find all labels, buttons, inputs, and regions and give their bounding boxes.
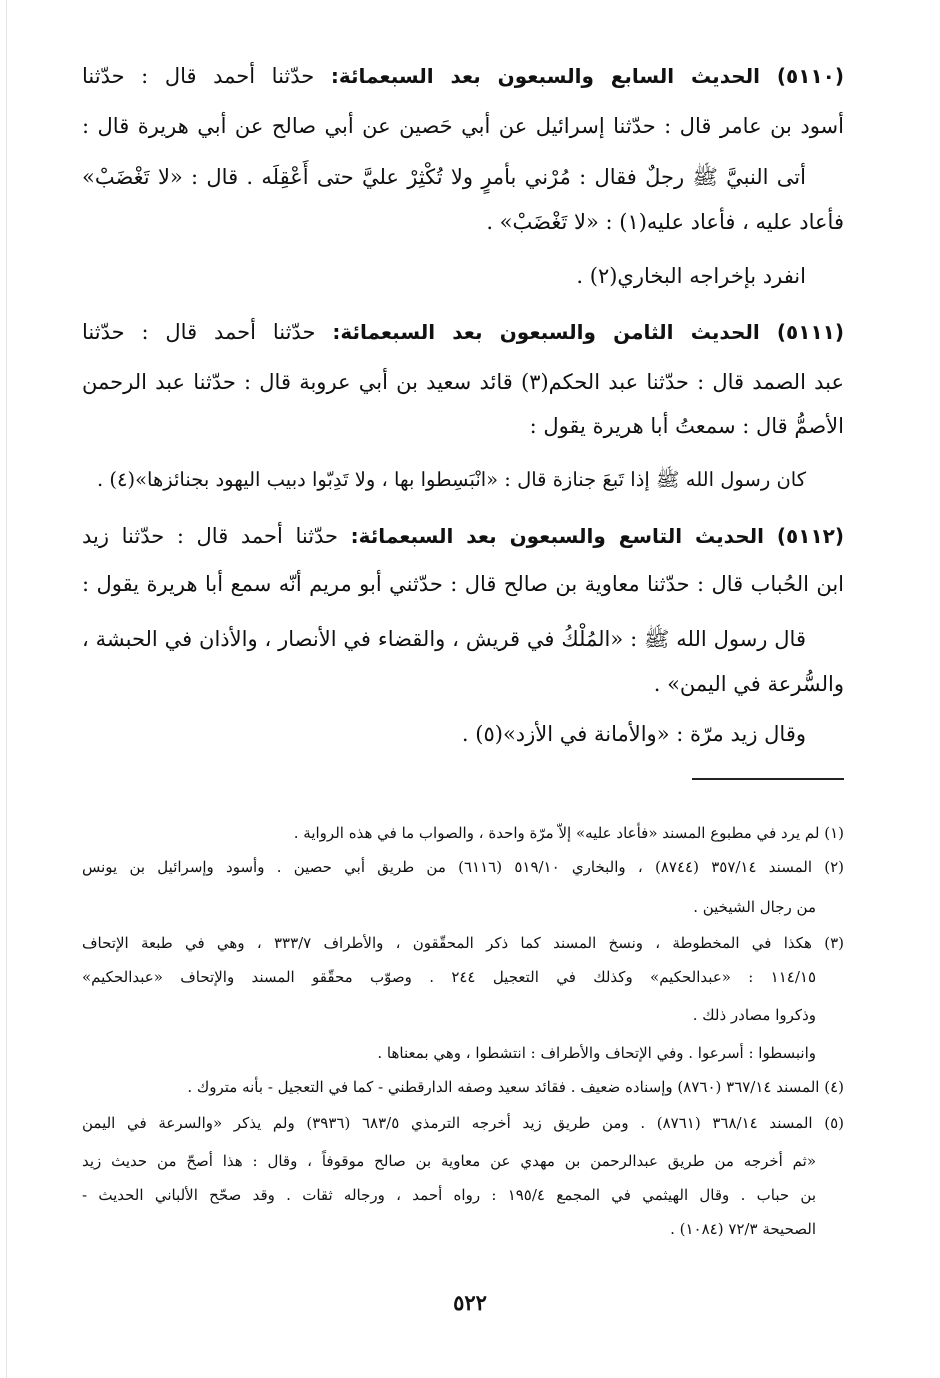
hadith-5112-line: والسُّرعة في اليمن» . [653,672,844,696]
footnote-5-continuation: «ثم أخرجه من طريق عبدالرحمن بن مهدي عن معاوية بن صالح موقوفاً ، وقال : هذا أصحّ من حديث زيد [82,1152,816,1170]
hadith-5112-line: قال رسول الله ﷺ : «المُلْكُ في قريش ، والقضاء في الأنصار ، والأذان في الحبشة ، [82,627,806,651]
hadith-5110-line: فأعاد عليه ، فأعاد عليه(١) : «لا تَغْضَبْ» . [486,210,844,234]
hadith-5110-heading-line [82,64,844,88]
hadith-text: حدّثنا أحمد قال : حدّثنا زيد [82,524,351,548]
footnote-5: (٥) المسند ٣٦٨/١٤ (٨٧٦١) . ومن طريق زيد أخرجه الترمذي ٦٨٣/٥ (٣٩٣٦) ولم يذكر «والسرعة في اليمن [82,1114,844,1132]
footnote-separator [692,778,844,780]
footnote-5-continuation: بن حباب . وقال الهيثمي في المجمع ١٩٥/٤ : رواه أحمد ، ورجاله ثقات . وقد صحّح الألباني الحديث - [82,1186,816,1204]
footnote-1: (١) لم يرد في مطبوع المسند «فأعاد عليه» إلاّ مرّة واحدة ، والصواب ما في هذه الرواية . [293,824,844,842]
hadith-heading: (٥١١٢) الحديث التاسع والسبعون بعد السبعمائة: [350,524,845,548]
hadith-5110-line: أتى النبيَّ ﷺ رجلٌ فقال : مُرْني بأمرٍ ولا تُكْثِرْ عليَّ حتى أَعْقِلَه . قال : «لا تَغْضَبْ» [82,165,806,189]
page-edge [6,0,7,1378]
hadith-text: حدّثنا أحمد قال : حدّثنا [82,320,333,344]
hadith-5110-line: انفرد بإخراجه البخاري(٢) . [576,264,806,288]
hadith-heading: (٥١١١) الحديث الثامن والسبعون بعد السبعمائة: [332,320,844,344]
hadith-5110-line: أسود بن عامر قال : حدّثنا إسرائيل عن أبي حَصين عن أبي صالح عن أبي هريرة قال : [82,114,844,138]
hadith-5112-line: ابن الحُباب قال : حدّثنا معاوية بن صالح قال : حدّثني أبو مريم أنّه سمع أبا هريرة يقول : [82,572,844,596]
hadith-heading: (٥١١٠) الحديث السابع والسبعون بعد السبعمائة: [330,64,845,88]
hadith-5111-line: عبد الصمد قال : حدّثنا عبد الحكم(٣) قائد سعيد بن أبي عروبة قال : حدّثنا عبد الرحمن [82,370,844,394]
footnote-2: (٢) المسند ٣٥٧/١٤ (٨٧٤٤) ، والبخاري ٥١٩/١٠ (٦١١٦) من طريق أبي حصين . وأسود وإسرائيل بن يونس [82,858,845,876]
hadith-5112-heading-line [82,524,844,548]
footnote-3-continuation: وذكروا مصادر ذلك . [692,1006,816,1024]
hadith-5111-heading-line [82,320,844,344]
footnote-3-continuation: ١١٤/١٥ : «عبدالحكيم» وكذلك في التعجيل ٢٤٤ . وصوّب محقّقو المسند والإتحاف «عبدالحكيم» [82,968,817,986]
footnote-3: (٣) هكذا في المخطوطة ، ونسخ المسند كما ذكر المحقّقون ، والأطراف ٣٣٣/٧ ، وهي في طبعة الإتحاف [82,934,845,952]
footnote-2-continuation: من رجال الشيخين . [693,898,816,916]
footnote-4: (٤) المسند ٣٦٧/١٤ (٨٧٦٠) وإسناده ضعيف . فقائد سعيد وصفه الدارقطني - كما في التعجيل - بأنه متروك . [187,1078,844,1096]
footnote-5-continuation: الصحيحة ٧٢/٣ (١٠٨٤) . [670,1220,816,1238]
hadith-5111-line: الأصمُّ قال : سمعتُ أبا هريرة يقول : [529,414,844,438]
footnote-3-continuation: وانبسطوا : أسرعوا . وفي الإتحاف والأطراف : انتشطوا ، وهي بمعناها . [377,1044,816,1062]
hadith-5111-line: كان رسول الله ﷺ إذا تَبعَ جنازة قال : «انْبَسِطوا بها ، ولا تَدِبّوا دبيب اليهود بجنائزها»(٤) . [96,468,806,491]
page-number: ٥٢٢ [453,1290,487,1315]
hadith-5112-line: وقال زيد مرّة : «والأمانة في الأزد»(٥) . [461,722,806,746]
hadith-text: حدّثنا أحمد قال : حدّثنا [82,64,331,88]
